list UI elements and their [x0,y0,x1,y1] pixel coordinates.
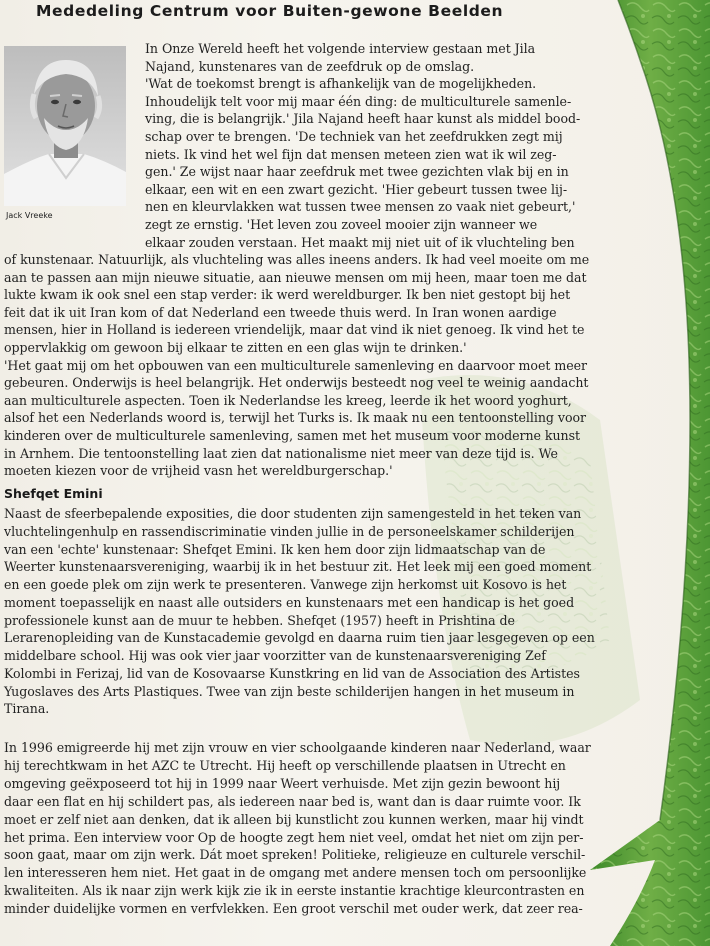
text-line: Najand, kunstenares van de zeefdruk op de omslag. [145,58,475,74]
text-line: schap over te brengen. 'De techniek van het zeefdrukken zegt mij [145,129,563,144]
text-line: kinderen over de multiculturele samenleving, samen met het museum voor moderne kunst [4,428,581,443]
text-line: kwaliteiten. Als ik naar zijn werk kijk zie ik in eerste instantie krachtige kleurcontrasten en [4,883,585,899]
text-line: elkaar, een wit en een zwart gezicht. 'Hier gebeurt tussen twee lij- [145,181,568,197]
text-line: aan multiculturele aspecten. Toen ik Nederlandse les kreeg, leerde ik het woord yoghurt, [4,392,572,408]
text-line: Inhoudelijk telt voor mij maar één ding: de multiculturele samenle- [145,93,572,109]
text-line: Tirana. [4,701,50,717]
text-line: 'Het gaat mij om het opbouwen van een multiculturele samenleving en daarvoor moet meer [4,357,587,373]
text-line: Yugoslaves des Arts Plastiques. Twee van zijn beste schilderijen hangen in het museum in [4,683,575,699]
text-line: in Arnhem. Die tentoonstelling laat zien dat nationalisme niet meer van deze tijd is. We [4,445,558,461]
text-line: of kunstenaar. Natuurlijk, als vluchteling was alles ineens anders. Ik had veel moeite om me [4,252,590,267]
text-line: hij terechtkwam in het AZC te Utrecht. Hij heeft op verschillende plaatsen in Utrecht en [4,757,566,773]
text-line: Weerter kunstenaarsvereniging, waarbij ik in het bestuur zit. Het leek mij een goed moment [4,559,592,575]
text-line: nen en kleurvlakken wat tussen twee mensen zo vaak niet gebeurt,' [145,199,576,215]
text-line: moet er zelf niet aan denken, dat ik alleen bij kunstlicht zou kunnen werken, maar hij vindt [4,811,584,827]
text-line: daar een flat en hij schildert pas, als iedereen naar bed is, want dan is daar ruimte voor. Ik [4,793,581,809]
text-line: elkaar zouden verstaan. Het maakt mij niet uit of ik vluchteling ben [145,234,575,250]
text-line: oppervlakkig om gewoon bij elkaar te zitten en een glas wijn te drinken.' [4,340,467,355]
text-line: zegt ze ernstig. 'Het leven zou zoveel mooier zijn wanneer we [145,217,538,232]
text-line: moeten kiezen voor de vrijheid vasn het wereldburgerschap.' [4,463,393,479]
text-line: aan te passen aan mijn nieuwe situatie, aan nieuwe mensen om mij heen, maar toen me dat [4,269,587,285]
text-line: 'Wat de toekomst brengt is afhankelijk van de mogelijkheden. [145,76,537,92]
text-line: vluchtelingenhulp en rassendiscriminatie vinden jullie in de personeelskamer schilderijen [4,523,575,539]
portrait-image [4,46,126,206]
text-line: mensen, hier in Holland is iedereen vriendelijk, maar dat vind ik niet genoeg. Ik vind het te [4,322,585,338]
text-line: lukte kwam ik ook snel een stap verder: ik werd wereldburger. Ik ben niet gestopt bij het [4,287,571,303]
page-title: Mededeling Centrum voor Buiten-gewone Beelden [36,2,504,20]
text-line: van een 'echte' kunstenaar: Shefqet Emini. Ik ken hem door zijn lidmaatschap van de [4,541,546,557]
text-line: Kolombi in Ferizaj, lid van de Kosovaarse Kunstkring en lid van de Association des Artistes [4,665,580,681]
text-line: In 1996 emigreerde hij met zijn vrouw en vier schoolgaande kinderen naar Nederland, waar [4,740,591,755]
text-line: en een goede plek om zijn werk te presenteren. Vanwege zijn herkomst uit Kosovo is het [4,577,567,592]
text-line: omgeving geëxposeerd tot hij in 1999 naar Weert verhuisde. Met zijn gezin bewoont hij [4,775,561,791]
text-line: minder duidelijke vormen en verfvlekken. Een groot verschil met ouder werk, dat zeer rea- [4,901,583,917]
text-line: ving, die is belangrijk.' Jila Najand heeft haar kunst als middel bood- [145,111,581,127]
text-line: Naast de sfeerbepalende exposities, die door studenten zijn samengesteld in het teken van [4,506,582,521]
text-line: In Onze Wereld heeft het volgende interview gestaan met Jila [145,41,536,56]
text-line: moment toepasselijk en naast alle outsiders en kunstenaars met een handicap is het goed [4,594,575,610]
text-line: feit dat ik uit Iran kom of dat Nederland een tweede thuis werd. In Iran wonen aardige [4,304,557,320]
text-line: professionele kunst aan de muur te hebben. Shefqet (1957) heeft in Prishtina de [4,612,515,628]
text-line: len interesseren hem niet. Het gaat in de omgang met andere mensen toch om persoonlijke [4,865,587,881]
text-line: gen.' Ze wijst naar haar zeefdruk met twee gezichten vlak bij en in [145,164,569,180]
portrait-photo [4,46,126,206]
text-line: soon gaat, maar om zijn werk. Dát moet spreken! Politieke, religieuze en culturele verschil- [4,847,586,863]
text-line: gebeuren. Onderwijs is heel belangrijk. Het onderwijs besteedt nog veel te weinig aandacht [4,375,589,391]
section-heading: Shefqet Emini [4,486,103,501]
photo-caption: Jack Vreeke [6,211,53,220]
text-line: alsof het een Nederlands woord is, terwijl het Turks is. Ik maak nu een tentoonstelling voor [4,410,586,426]
text-line: niets. Ik vind het wel fijn dat mensen meteen zien wat ik wil zeg- [145,146,557,162]
text-line: Lerarenopleiding van de Kunstacademie gevolgd en daarna ruim tien jaar lesgegeven op een [4,630,595,646]
text-line: het prima. Een interview voor Op de hoogte zegt hem niet veel, omdat het niet om zijn per- [4,829,584,845]
text-line: middelbare school. Hij was ook vier jaar voorzitter van de kunstenaarsvereniging Zef [4,648,546,663]
